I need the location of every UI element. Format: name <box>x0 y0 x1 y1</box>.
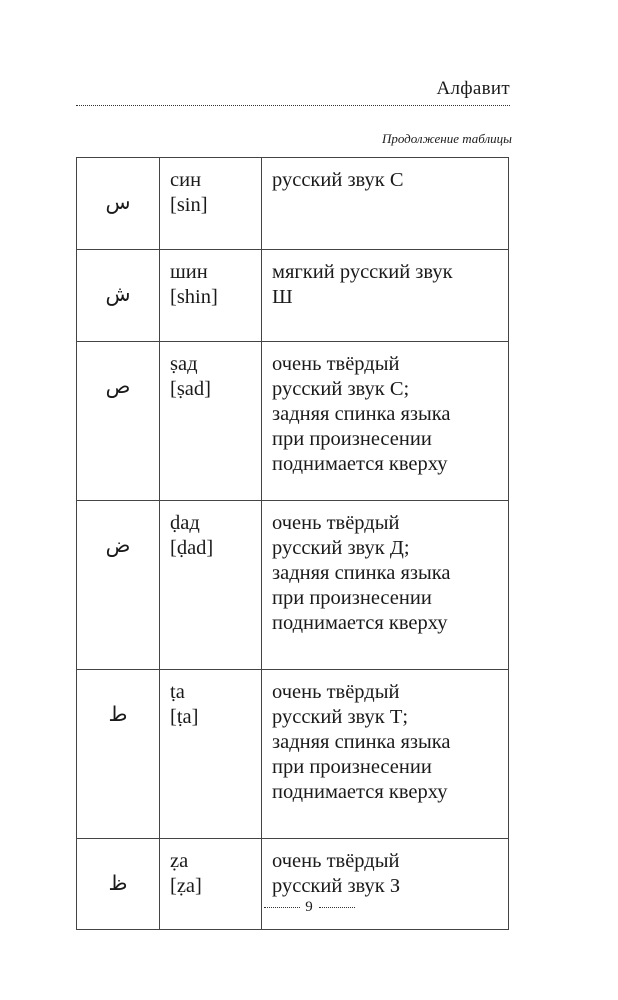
description-line: Ш <box>272 286 293 308</box>
letter-name: ḍад <box>170 512 200 534</box>
letter-name-cell <box>160 670 262 839</box>
description-line: задняя спинка языка <box>272 731 451 753</box>
description-cell <box>262 501 509 670</box>
table-row <box>77 158 509 250</box>
description-line: очень твёрдый <box>272 353 400 375</box>
description-line: русский звук Д; <box>272 537 410 559</box>
letter-name-cell <box>160 250 262 342</box>
footer-dots-right <box>319 907 355 908</box>
letter-name: син <box>170 169 202 191</box>
description-line: русский звук З <box>272 875 401 897</box>
description-line: при произнесении <box>272 428 432 450</box>
description-cell <box>262 670 509 839</box>
table-row <box>77 342 509 501</box>
description-line: при произнесении <box>272 587 432 609</box>
table-row <box>77 250 509 342</box>
description-cell <box>262 158 509 250</box>
letter-name-cell <box>160 501 262 670</box>
letter-name: ṣад <box>170 353 198 375</box>
page-number: 9 <box>305 899 313 915</box>
continuation-note: Продолжение таблицы <box>381 131 512 146</box>
transliteration: [shin] <box>170 286 218 308</box>
letter-name: шин <box>170 261 208 283</box>
arabic-letter: س <box>77 158 160 250</box>
transliteration: [sin] <box>170 194 208 216</box>
header-dotted-rule <box>76 105 510 106</box>
arabic-letter: ض <box>77 501 160 670</box>
letter-name-cell <box>160 342 262 501</box>
page-footer <box>0 899 618 916</box>
arabic-letter: ش <box>77 250 160 342</box>
description-cell <box>262 250 509 342</box>
description-line: задняя спинка языка <box>272 562 451 584</box>
description-line: русский звук С; <box>272 378 410 400</box>
table-row <box>77 670 509 839</box>
description-line: задняя спинка языка <box>272 403 451 425</box>
alphabet-table <box>76 157 509 930</box>
arabic-letter: ط <box>77 670 160 839</box>
description-line: очень твёрдый <box>272 850 400 872</box>
letter-name: ṭа <box>170 681 185 703</box>
arabic-letter: ظ <box>77 839 160 930</box>
transliteration: [ṣad] <box>170 378 211 400</box>
description-line: при произнесении <box>272 756 432 778</box>
transliteration: [ẓa] <box>170 875 202 897</box>
running-title: Алфавит <box>436 78 510 99</box>
description-line: очень твёрдый <box>272 681 400 703</box>
transliteration: [ṭa] <box>170 706 199 728</box>
description-cell <box>262 342 509 501</box>
description-line: поднимается кверху <box>272 453 448 475</box>
description-line: русский звук Т; <box>272 706 409 728</box>
running-head <box>76 78 510 108</box>
description-line: очень твёрдый <box>272 512 400 534</box>
description-line: русский звук С <box>272 169 404 191</box>
transliteration: [ḍad] <box>170 537 214 559</box>
description-line: поднимается кверху <box>272 781 448 803</box>
arabic-letter: ص <box>77 342 160 501</box>
footer-dots-left <box>264 907 300 908</box>
table-row <box>77 501 509 670</box>
description-line: поднимается кверху <box>272 612 448 634</box>
letter-name: ẓа <box>170 850 189 872</box>
description-line: мягкий русский звук <box>272 261 453 283</box>
letter-name-cell <box>160 158 262 250</box>
